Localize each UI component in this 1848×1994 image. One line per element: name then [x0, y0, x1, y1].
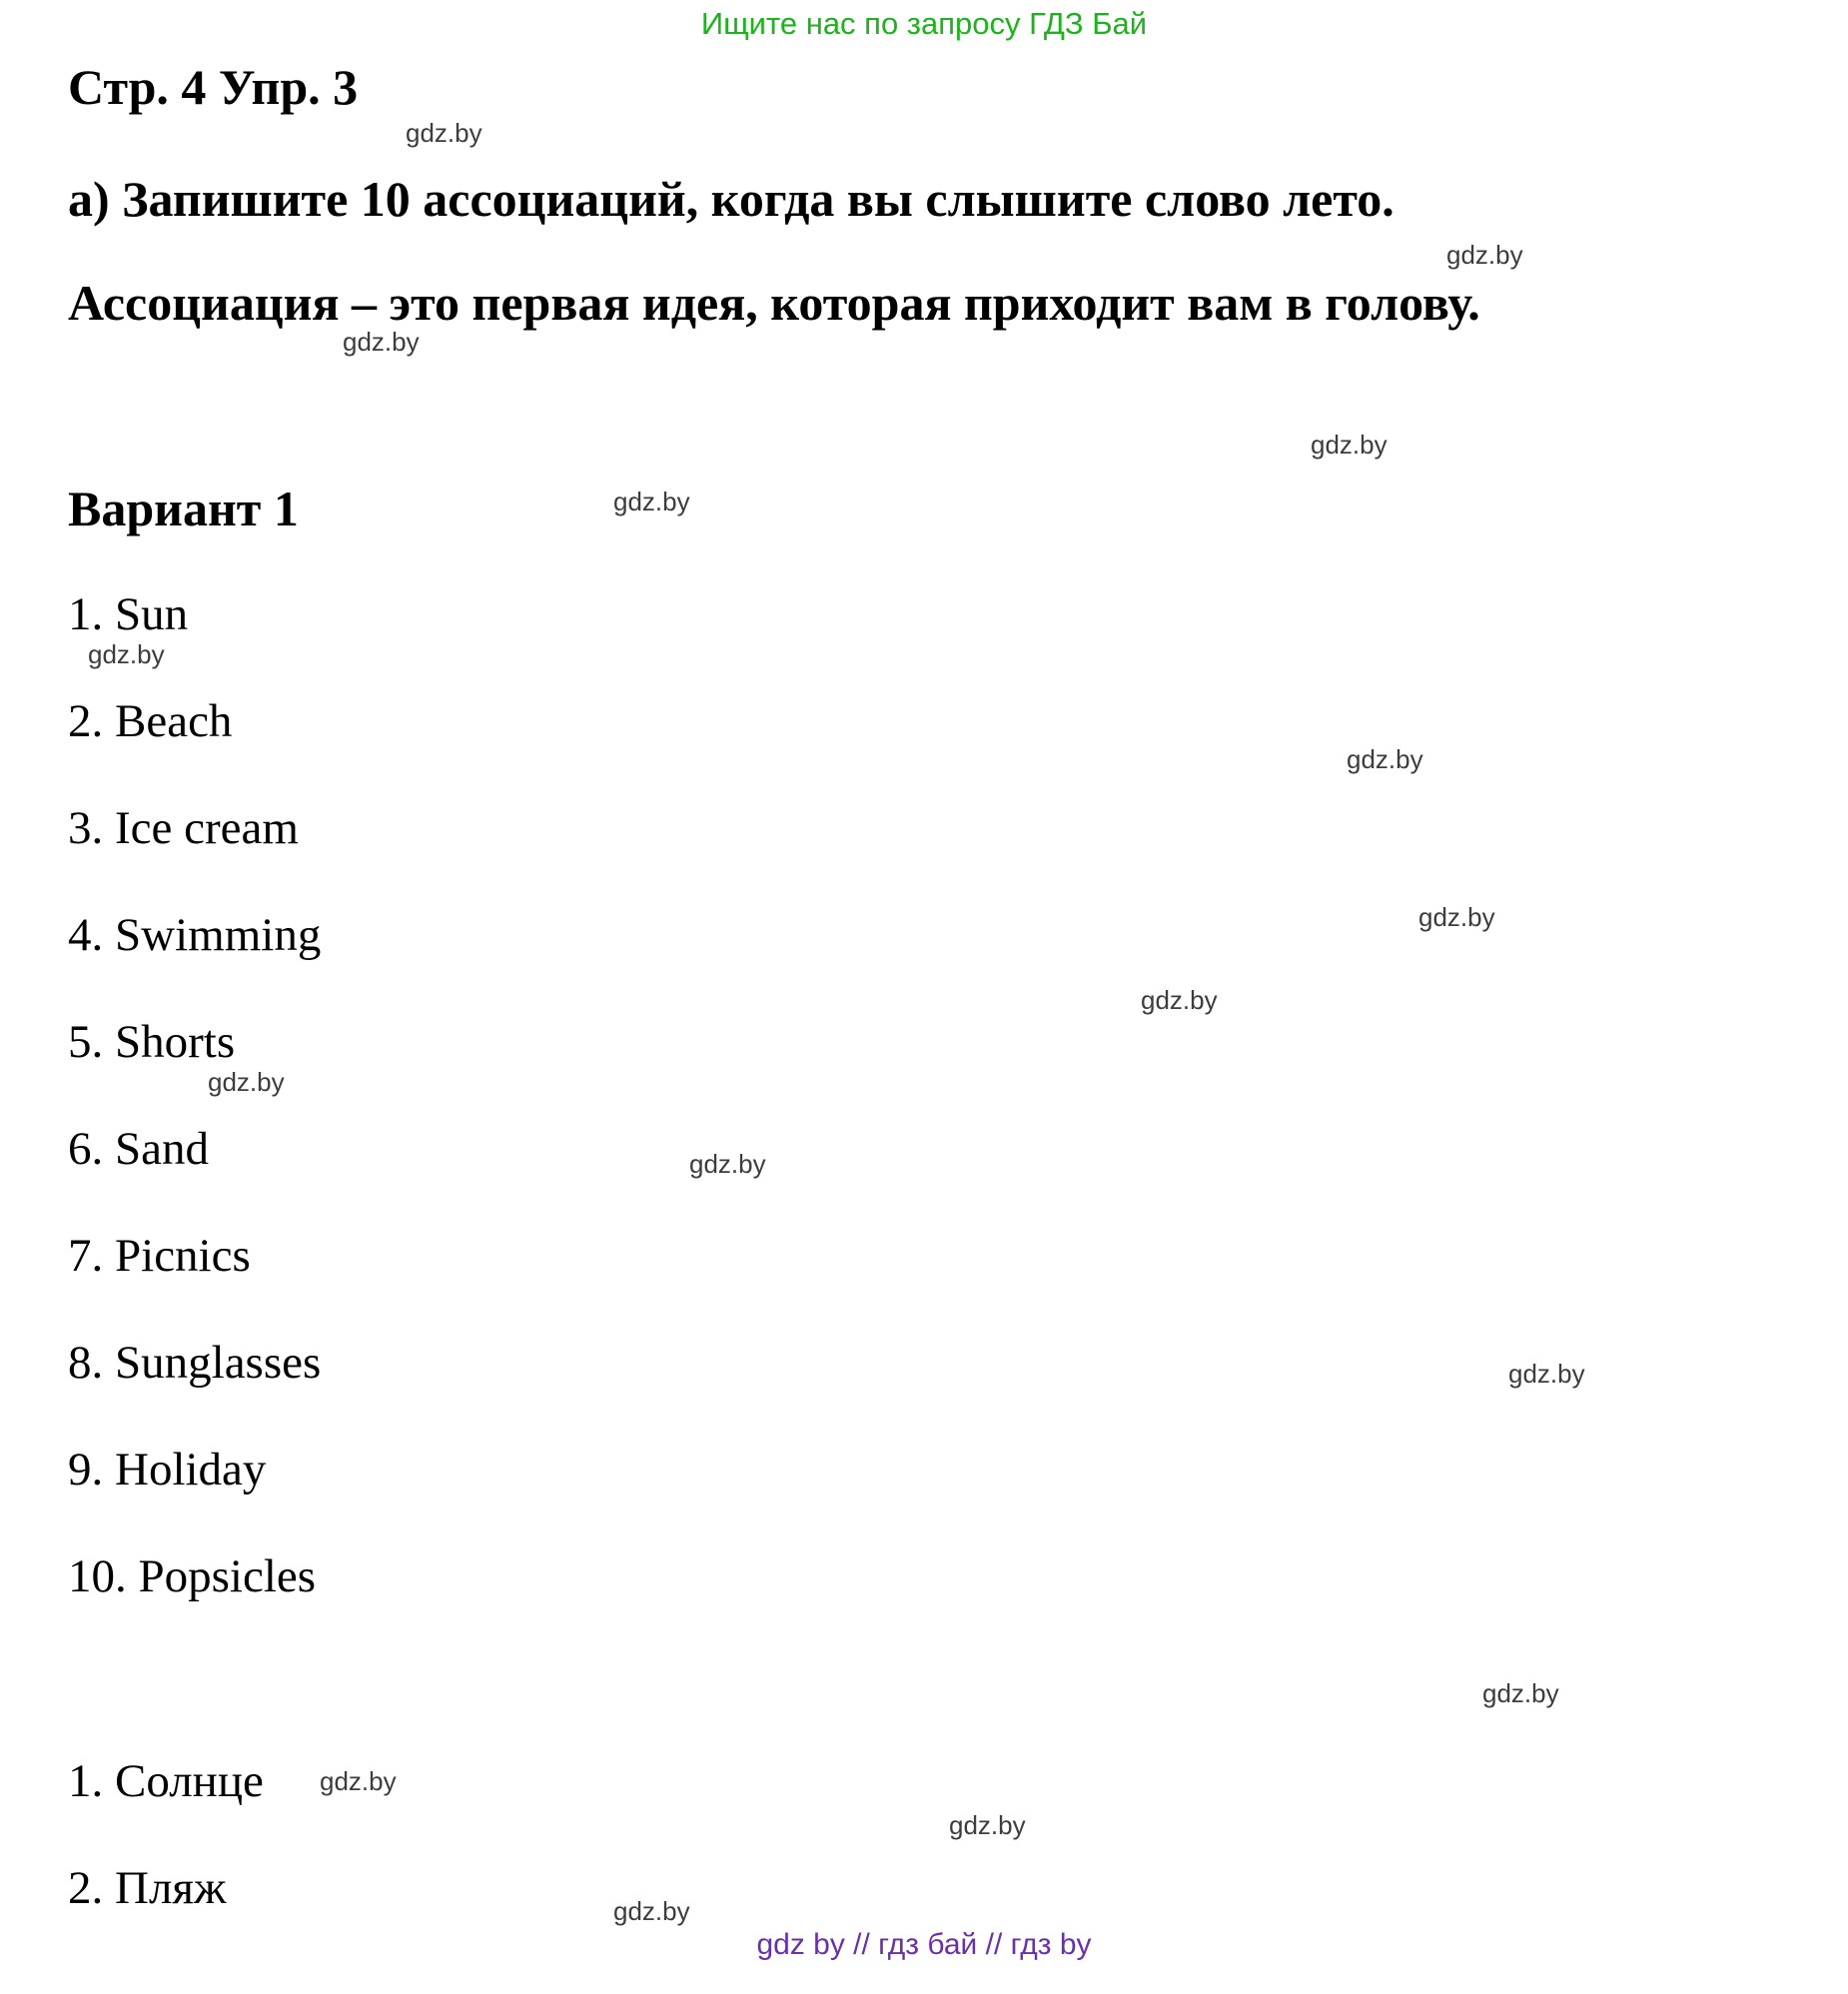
russian-answer-item: 2. Пляж — [68, 1862, 227, 1914]
gdz-watermark: gdz.by — [88, 639, 165, 669]
answer-item: 4. Swimming — [68, 909, 322, 961]
gdz-watermark: gdz.by — [1508, 1359, 1585, 1389]
answer-item: 7. Picnics — [68, 1230, 251, 1282]
task-instruction-a: а) Запишите 10 ассоциаций, когда вы слышите слово лето. — [68, 171, 1394, 227]
answer-item: 6. Sand — [68, 1123, 209, 1175]
answer-item: 10. Popsicles — [68, 1550, 317, 1602]
answer-item: 3. Ice cream — [68, 802, 299, 854]
gdz-watermark: gdz.by — [613, 1896, 690, 1926]
document-body — [68, 58, 1788, 1916]
gdz-watermark: gdz.by — [1347, 744, 1423, 774]
gdz-watermark: gdz.by — [1311, 430, 1387, 460]
task-instruction-definition: Ассоциация – это первая идея, которая приходит вам в голову. — [68, 275, 1480, 331]
gdz-watermark: gdz.by — [613, 487, 690, 516]
gdz-watermark: gdz.by — [343, 327, 420, 357]
site-banner: Ищите нас по запросу ГДЗ Бай — [700, 6, 1148, 41]
page-title: Стр. 4 Упр. 3 — [68, 59, 359, 115]
gdz-watermark: gdz.by — [208, 1067, 285, 1097]
answer-item: 2. Beach — [68, 695, 233, 747]
russian-answer-item: 1. Солнце — [68, 1755, 264, 1807]
answer-item: 5. Shorts — [68, 1016, 236, 1068]
gdz-watermark: gdz.by — [689, 1149, 766, 1179]
gdz-watermark: gdz.by — [1141, 985, 1218, 1015]
answer-item: 9. Holiday — [68, 1444, 267, 1496]
gdz-watermark: gdz.by — [1418, 902, 1495, 932]
footer-links: gdz by // гдз бай // гдз by — [756, 1928, 1092, 1961]
answer-item: 8. Sunglasses — [68, 1337, 322, 1389]
variant-heading: Вариант 1 — [68, 481, 299, 536]
gdz-watermark: gdz.by — [320, 1766, 397, 1796]
gdz-watermark: gdz.by — [949, 1810, 1026, 1840]
gdz-watermark: gdz.by — [1482, 1678, 1559, 1708]
answer-item: 1. Sun — [68, 588, 189, 640]
gdz-watermark: gdz.by — [1446, 240, 1523, 270]
gdz-watermark: gdz.by — [406, 118, 482, 148]
